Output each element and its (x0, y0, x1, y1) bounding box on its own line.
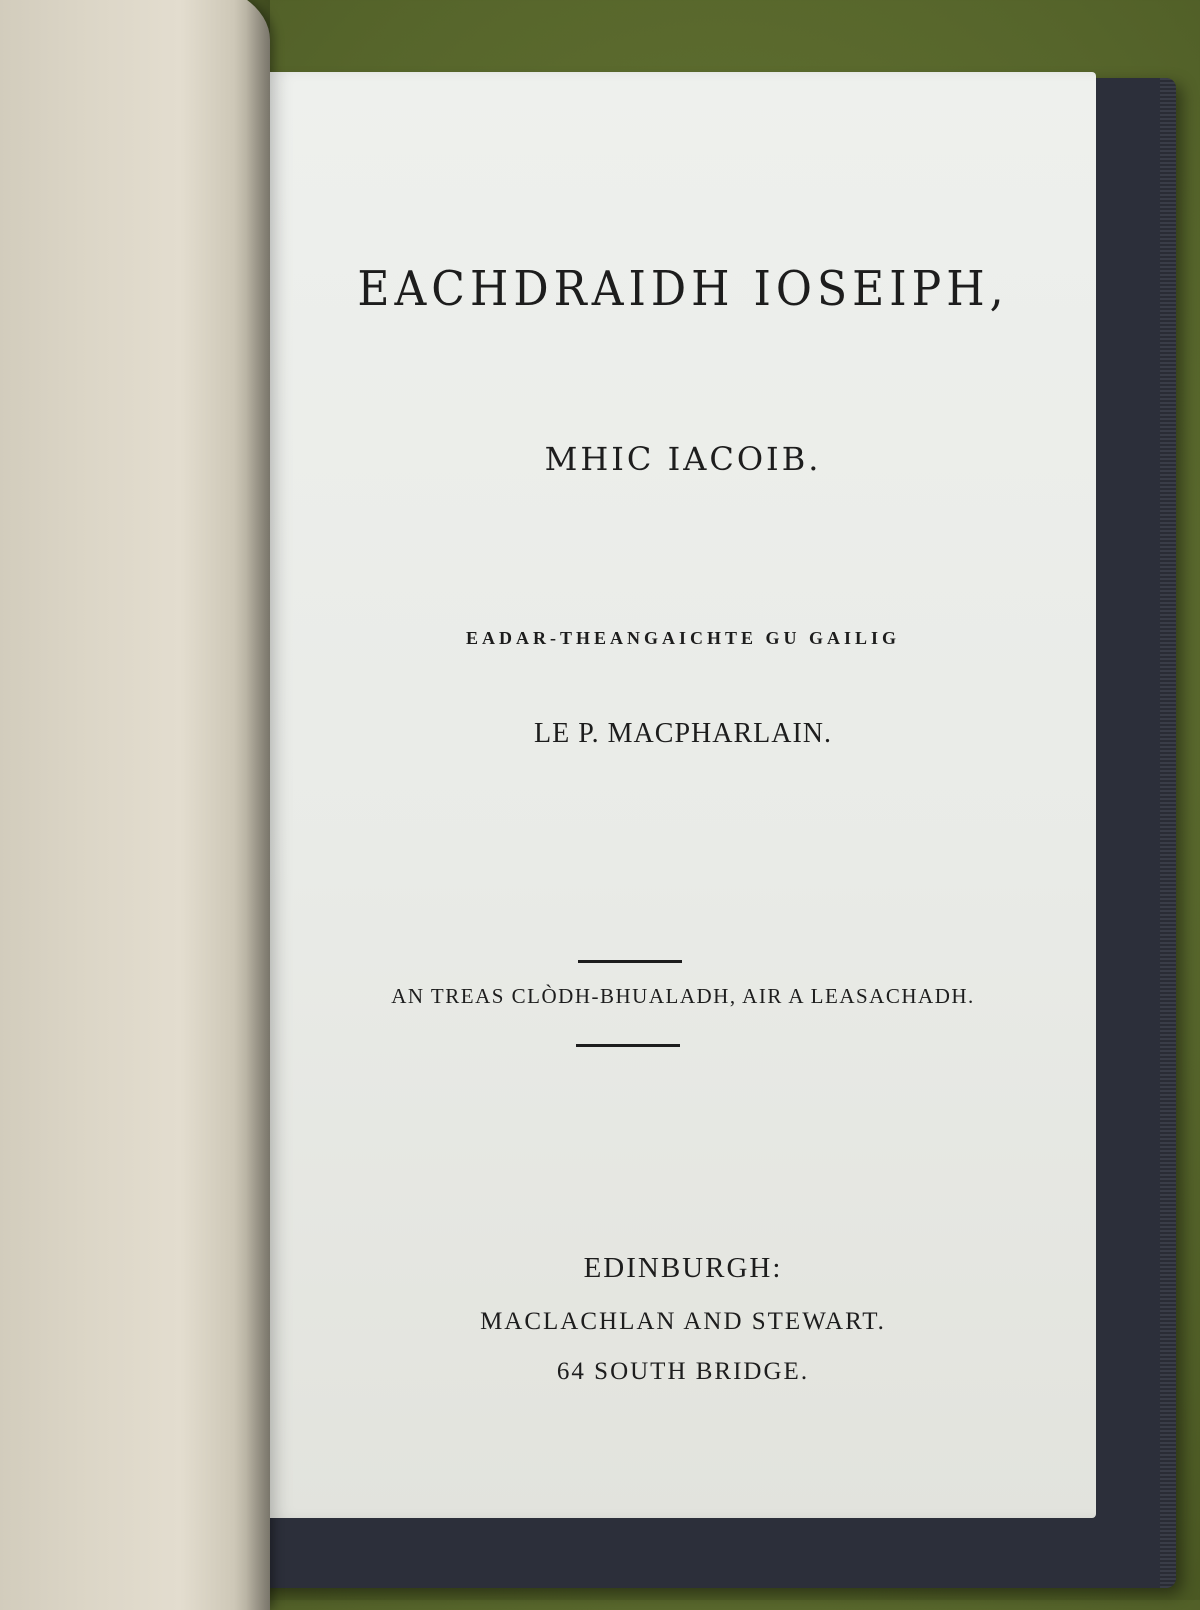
title-page (270, 72, 1096, 1518)
left-facing-page (0, 0, 270, 1610)
edition-line: AN TREAS CLÒDH-BHUALADH, AIR A LEASACHADH. (391, 984, 975, 1008)
cover-edge (1160, 78, 1176, 1588)
page-fold-shadow (234, 0, 270, 1610)
divider-rule-bottom (576, 1044, 680, 1047)
imprint-publisher: MACLACHLAN AND STEWART. (480, 1308, 886, 1335)
divider-rule-top (578, 960, 682, 963)
imprint-address: 64 SOUTH BRIDGE. (556, 1358, 810, 1385)
book-subtitle: MHIC IACOIB. (544, 440, 822, 478)
translation-note: EADAR-THEANGAICHTE GU GAILIG (465, 628, 901, 648)
imprint-city: EDINBURGH: (583, 1252, 783, 1284)
book-title: EACHDRAIDH IOSEIPH, (357, 261, 1009, 318)
author-line: LE P. MACPHARLAIN. (533, 718, 833, 749)
